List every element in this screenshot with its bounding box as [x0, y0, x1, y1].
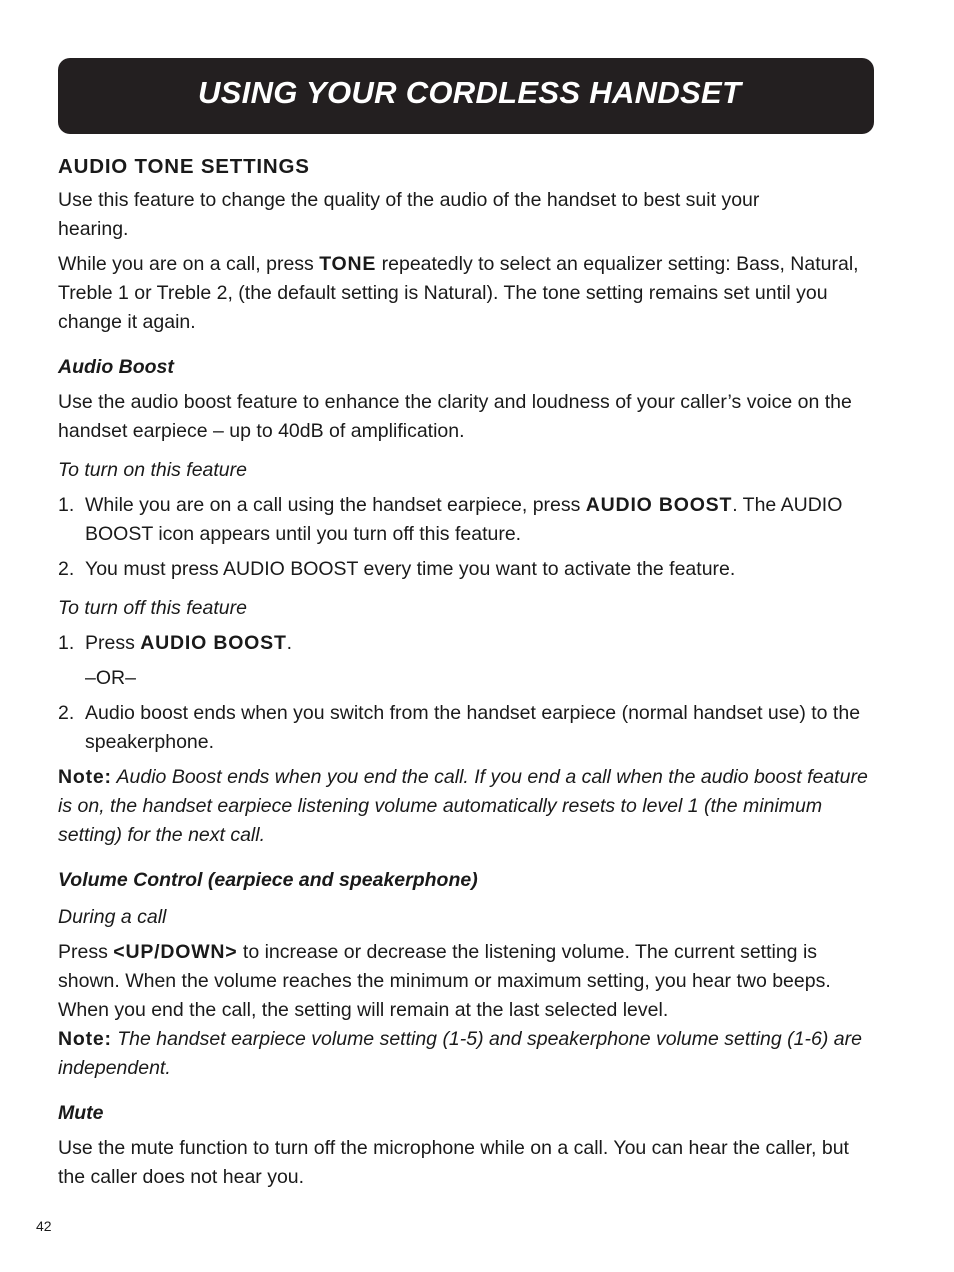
turn-off-steps-continued [58, 699, 874, 757]
mute-title: Mute [58, 1102, 104, 1124]
up-down-key: <UP/DOWN> [113, 941, 238, 963]
section-intro: Use this feature to change the quality of the audio of the handset to best suit your hearing. [58, 189, 760, 240]
volume-title: Volume Control (earpiece and speakerphone) [58, 869, 478, 891]
audio-boost-key: AUDIO BOOST [140, 632, 287, 654]
audio-boost-title: Audio Boost [58, 356, 174, 378]
note-label: Note: [58, 1028, 112, 1050]
note-label: Note: [58, 766, 112, 788]
tone-paragraph: While you are on a call, press TONE repeatedly to select an equalizer setting: Bass, Natural, Treble 1 or Treble 2, (the default setting is Natural). The tone setting remains set until you change it again. [58, 253, 859, 333]
page-number: 42 [36, 1218, 52, 1234]
audio-boost-key: AUDIO BOOST [585, 494, 733, 516]
turn-on-steps [58, 491, 874, 584]
during-call-heading: During a call [58, 906, 167, 928]
list-item: 2. Audio boost ends when you switch from the handset earpiece (normal handset use) to the speakerphone. [58, 702, 861, 753]
turn-off-steps [58, 629, 874, 658]
list-item: 2. You must press AUDIO BOOST every time you want to activate the feature. [58, 558, 736, 580]
turn-off-heading: To turn off this feature [58, 597, 247, 619]
page-content [58, 152, 874, 1192]
or-separator: –OR– [85, 667, 136, 689]
list-item: 1. While you are on a call using the handset earpiece, press AUDIO BOOST. The AUDIO BOOST icon appears until you turn off this feature. [58, 494, 843, 545]
section-title: AUDIO TONE SETTINGS [58, 155, 310, 178]
turn-on-heading: To turn on this feature [58, 459, 247, 481]
tone-key: TONE [319, 253, 377, 275]
mute-paragraph: Use the mute function to turn off the microphone while on a call. You can hear the caller, but the caller does not hear you. [58, 1137, 849, 1188]
audio-boost-note: Note: Audio Boost ends when you end the call. If you end a call when the audio boost feature is on, the handset earpiece listening volume automatically resets to level 1 (the minimum setting) for the next call. [58, 766, 868, 846]
audio-boost-intro: Use the audio boost feature to enhance the clarity and loudness of your caller’s voice on the handset earpiece – up to 40dB of amplification. [58, 391, 852, 442]
volume-paragraph: Press <UP/DOWN> to increase or decrease the listening volume. The current setting is shown. When the volume reaches the minimum or maximum setting, you hear two beeps. When you end the call, the setting will remain at the last selected level. [58, 941, 831, 1021]
list-item: 1. Press AUDIO BOOST. [58, 632, 293, 654]
volume-note: Note: The handset earpiece volume setting (1-5) and speakerphone volume setting (1-6) are independent. [58, 1028, 862, 1079]
chapter-title: USING YOUR CORDLESS HANDSET [198, 75, 742, 110]
chapter-header [58, 58, 874, 134]
